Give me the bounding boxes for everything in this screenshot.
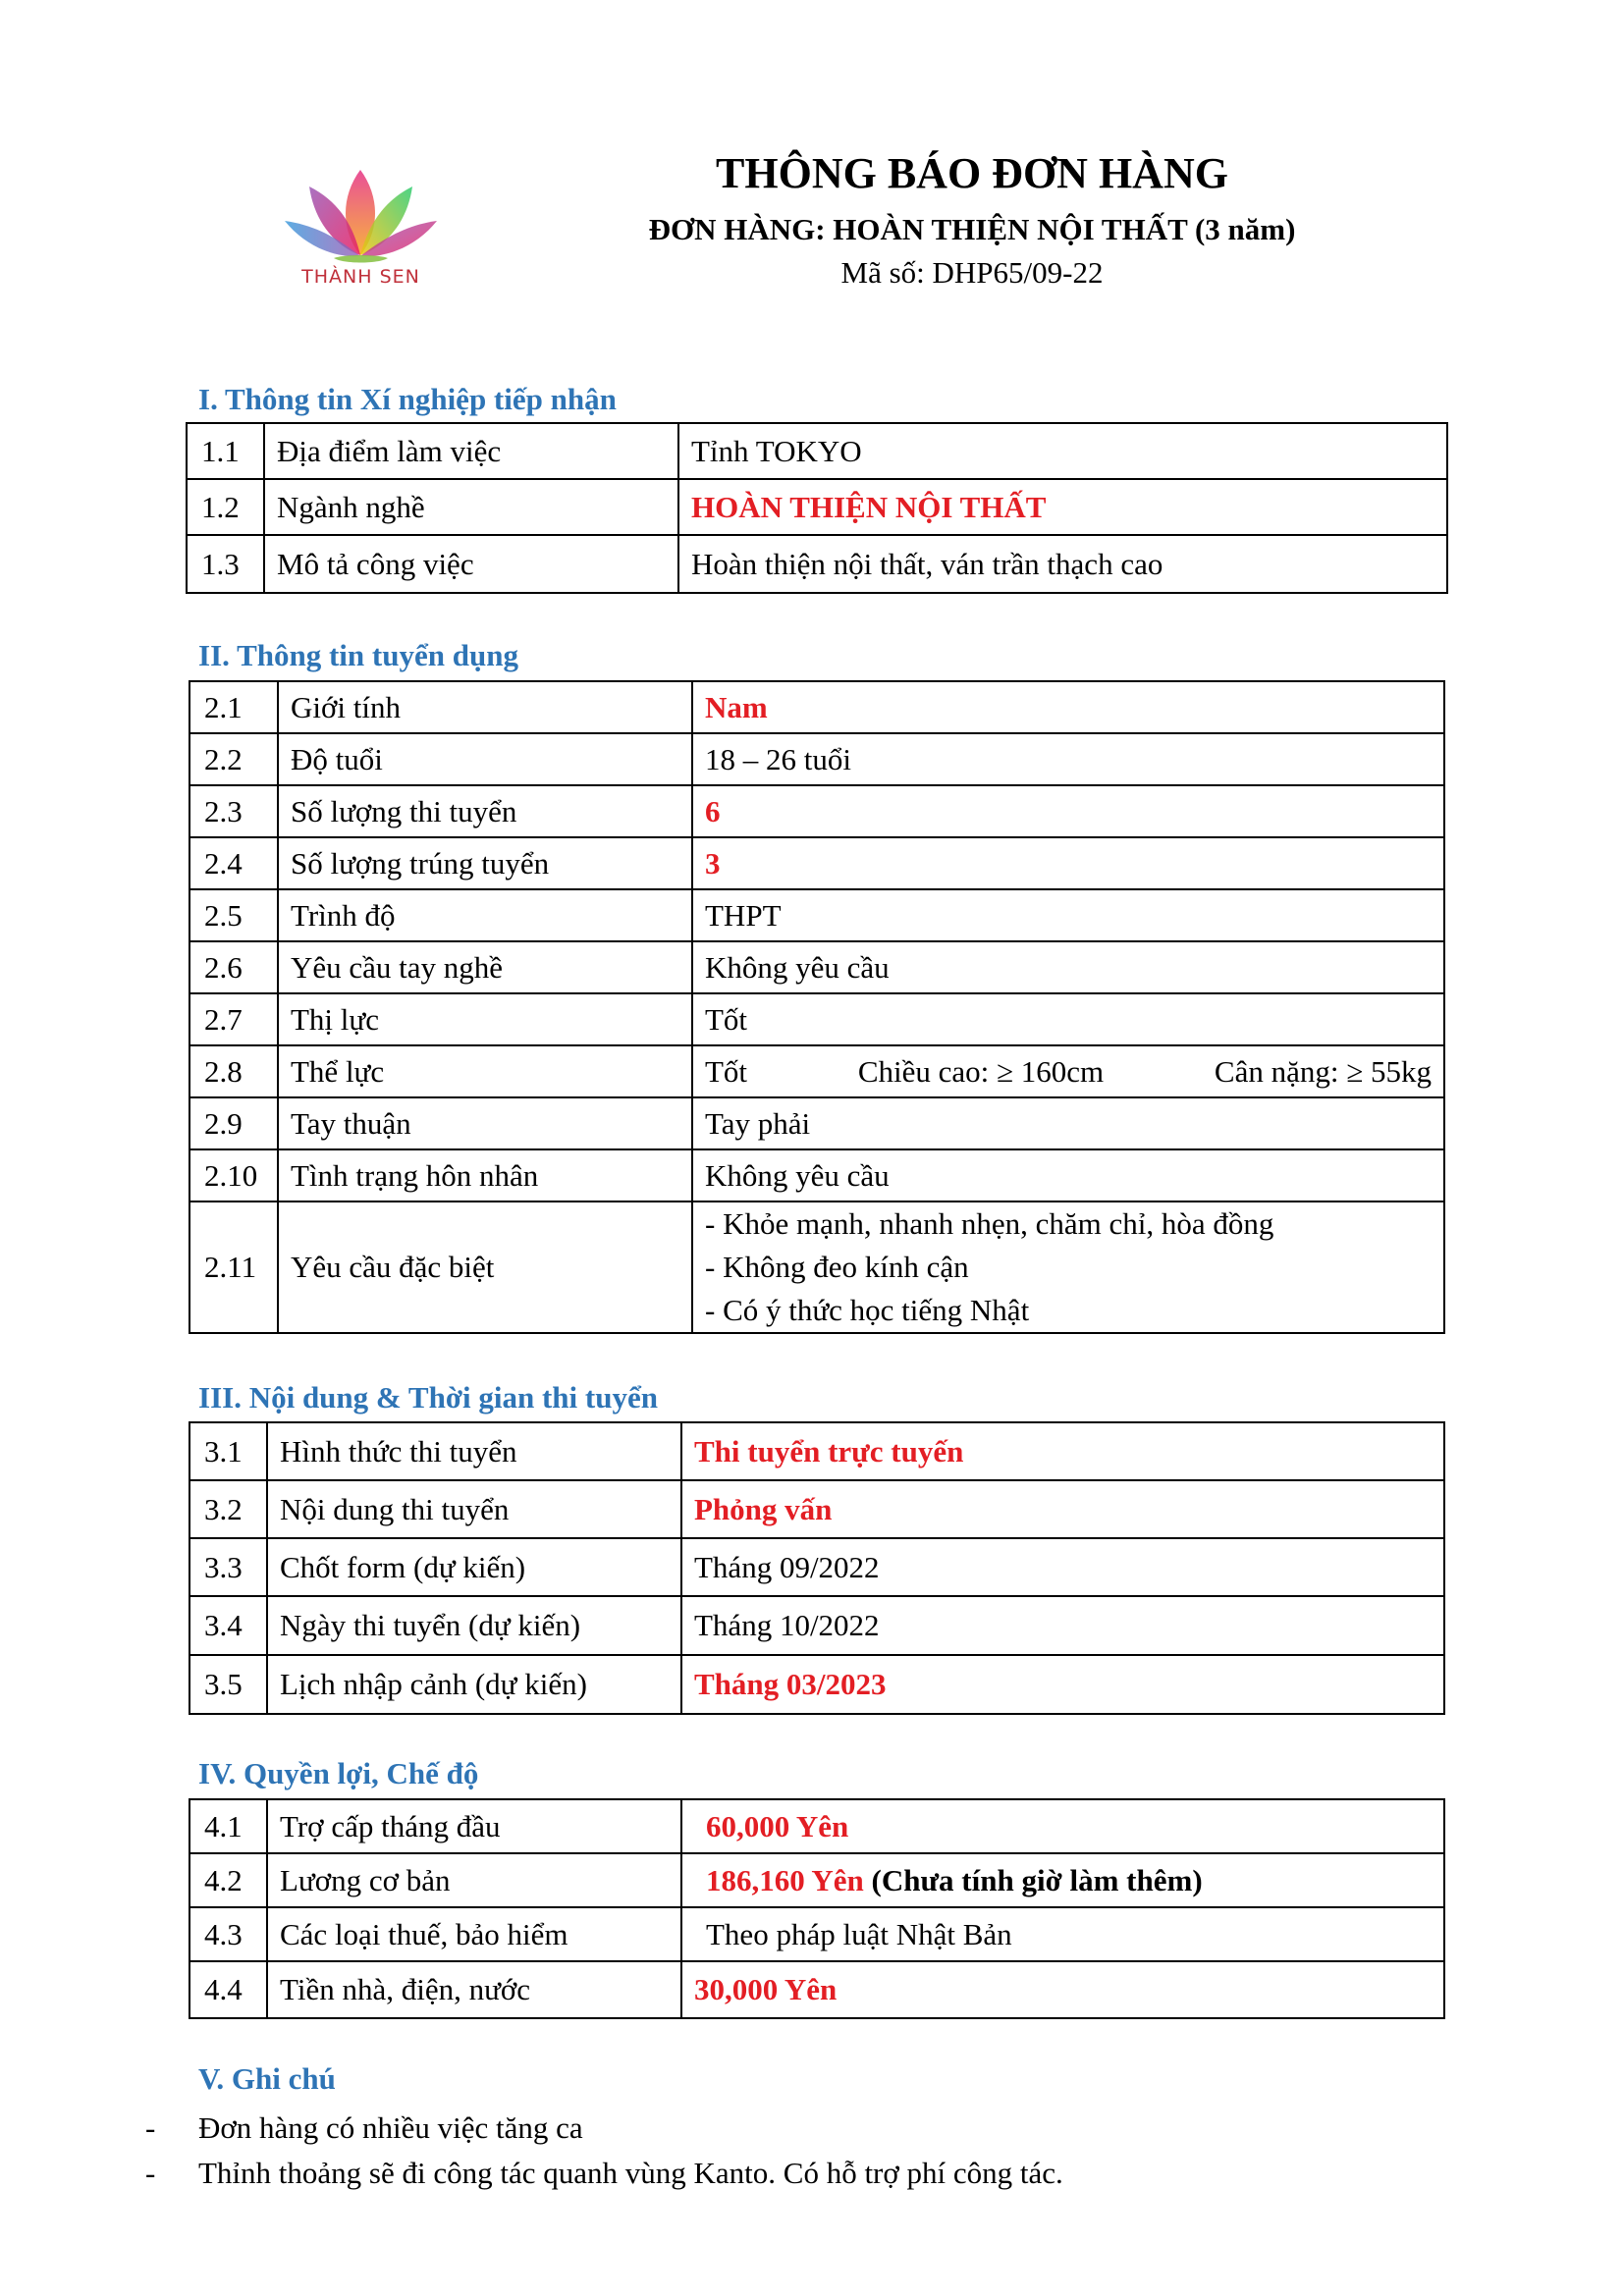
table-row xyxy=(189,1422,1444,1480)
section-2-table xyxy=(189,680,1445,1334)
row-value: 60,000 Yên xyxy=(681,1799,1444,1853)
row-number: 3.3 xyxy=(189,1538,267,1596)
list-item xyxy=(145,2151,1063,2196)
row-number: 2.9 xyxy=(189,1097,278,1149)
table-row xyxy=(189,941,1444,993)
row-value xyxy=(692,1045,1444,1097)
row-number: 2.2 xyxy=(189,733,278,785)
row-number: 1.3 xyxy=(187,535,264,593)
row-number: 3.2 xyxy=(189,1480,267,1538)
table-row xyxy=(189,1045,1444,1097)
table-row xyxy=(189,1799,1444,1853)
row-label: Độ tuổi xyxy=(278,733,692,785)
order-code: Mã số: DHP65/09-22 xyxy=(840,255,1104,290)
row-label: Tiền nhà, điện, nước xyxy=(267,1961,681,2018)
notes-list xyxy=(145,2106,1063,2196)
row-value: Không yêu cầu xyxy=(692,1149,1444,1201)
logo-text: THÀNH SEN xyxy=(301,266,420,288)
lotus-logo-icon xyxy=(280,162,442,270)
table-row xyxy=(189,1538,1444,1596)
row-label: Trợ cấp tháng đầu xyxy=(267,1799,681,1853)
table-row xyxy=(189,889,1444,941)
row-value: 6 xyxy=(692,785,1444,837)
row-number: 3.4 xyxy=(189,1596,267,1655)
row-label: Chốt form (dự kiến) xyxy=(267,1538,681,1596)
section-5-title: V. Ghi chú xyxy=(198,2061,336,2096)
row-value: THPT xyxy=(692,889,1444,941)
section-1-title: I. Thông tin Xí nghiệp tiếp nhận xyxy=(198,382,617,416)
table-row xyxy=(189,1596,1444,1655)
row-number: 3.5 xyxy=(189,1655,267,1714)
row-number: 2.5 xyxy=(189,889,278,941)
table-row xyxy=(189,1201,1444,1333)
salary-note: (Chưa tính giờ làm thêm) xyxy=(871,1862,1203,1897)
row-value: 30,000 Yên xyxy=(681,1961,1444,2018)
row-label: Trình độ xyxy=(278,889,692,941)
row-label: Lịch nhập cảnh (dự kiến) xyxy=(267,1655,681,1714)
table-row xyxy=(189,1480,1444,1538)
row-value: 18 – 26 tuổi xyxy=(692,733,1444,785)
bullet-dash: - xyxy=(145,2110,156,2145)
row-number: 2.3 xyxy=(189,785,278,837)
row-number: 4.2 xyxy=(189,1853,267,1907)
list-item xyxy=(145,2106,1063,2151)
special-requirement-line: - Khỏe mạnh, nhanh nhẹn, chăm chỉ, hòa đồng xyxy=(705,1206,1274,1241)
note-text: Đơn hàng có nhiều việc tăng ca xyxy=(198,2110,583,2145)
section-3-title: III. Nội dung & Thời gian thi tuyển xyxy=(198,1380,658,1415)
row-value: Tháng 10/2022 xyxy=(681,1596,1444,1655)
table-row xyxy=(187,535,1447,593)
row-number: 2.4 xyxy=(189,837,278,889)
special-requirement-line: - Có ý thức học tiếng Nhật xyxy=(705,1293,1030,1327)
table-row xyxy=(189,733,1444,785)
row-number: 3.1 xyxy=(189,1422,267,1480)
table-row xyxy=(189,1655,1444,1714)
row-label: Hình thức thi tuyển xyxy=(267,1422,681,1480)
row-value: Tỉnh TOKYO xyxy=(678,423,1447,479)
row-value: Tháng 03/2023 xyxy=(681,1655,1444,1714)
section-1-table xyxy=(186,422,1448,594)
height-requirement: Chiều cao: ≥ 160cm xyxy=(857,1053,1105,1089)
salary-value: 186,160 Yên xyxy=(706,1862,864,1897)
row-label: Tay thuận xyxy=(278,1097,692,1149)
row-number: 1.2 xyxy=(187,479,264,535)
row-label: Thị lực xyxy=(278,993,692,1045)
section-2-title: II. Thông tin tuyển dụng xyxy=(198,638,518,672)
row-number: 2.10 xyxy=(189,1149,278,1201)
weight-requirement: Cân nặng: ≥ 55kg xyxy=(1214,1053,1432,1089)
row-value: Phỏng vấn xyxy=(681,1480,1444,1538)
row-number: 4.4 xyxy=(189,1961,267,2018)
section-4-table xyxy=(189,1798,1445,2019)
page-title: THÔNG BÁO ĐƠN HÀNG xyxy=(716,149,1228,197)
physical-status: Tốt xyxy=(705,1053,748,1089)
row-value: Tốt xyxy=(692,993,1444,1045)
row-label: Ngành nghề xyxy=(264,479,678,535)
table-row xyxy=(189,1907,1444,1961)
row-label: Ngày thi tuyển (dự kiến) xyxy=(267,1596,681,1655)
row-value: Theo pháp luật Nhật Bản xyxy=(681,1907,1444,1961)
table-row xyxy=(189,1853,1444,1907)
row-label: Số lượng trúng tuyển xyxy=(278,837,692,889)
section-4-title: IV. Quyền lợi, Chế độ xyxy=(198,1756,479,1790)
row-label: Tình trạng hôn nhân xyxy=(278,1149,692,1201)
row-label: Lương cơ bản xyxy=(267,1853,681,1907)
row-value: Tay phải xyxy=(692,1097,1444,1149)
table-row xyxy=(187,479,1447,535)
bullet-dash: - xyxy=(145,2156,156,2190)
row-label: Nội dung thi tuyển xyxy=(267,1480,681,1538)
table-row xyxy=(189,1097,1444,1149)
table-row xyxy=(189,785,1444,837)
table-row xyxy=(189,681,1444,733)
row-value: Hoàn thiện nội thất, ván trần thạch cao xyxy=(678,535,1447,593)
row-number: 4.1 xyxy=(189,1799,267,1853)
row-number: 2.6 xyxy=(189,941,278,993)
row-number: 2.11 xyxy=(189,1201,278,1333)
row-value xyxy=(681,1853,1444,1907)
row-label: Các loại thuế, bảo hiểm xyxy=(267,1907,681,1961)
section-3-table xyxy=(189,1421,1445,1715)
table-row xyxy=(189,837,1444,889)
row-value xyxy=(692,1201,1444,1333)
row-number: 2.1 xyxy=(189,681,278,733)
row-number: 1.1 xyxy=(187,423,264,479)
row-value: 3 xyxy=(692,837,1444,889)
row-label: Yêu cầu tay nghề xyxy=(278,941,692,993)
document-header xyxy=(550,147,1394,294)
table-row xyxy=(189,1961,1444,2018)
row-value: Tháng 09/2022 xyxy=(681,1538,1444,1596)
row-value: HOÀN THIỆN NỘI THẤT xyxy=(678,479,1447,535)
row-number: 4.3 xyxy=(189,1907,267,1961)
row-value: Không yêu cầu xyxy=(692,941,1444,993)
row-number: 2.8 xyxy=(189,1045,278,1097)
table-row xyxy=(187,423,1447,479)
row-value: Thi tuyển trực tuyến xyxy=(681,1422,1444,1480)
special-requirement-line: - Không đeo kính cận xyxy=(705,1250,969,1284)
row-label: Số lượng thi tuyển xyxy=(278,785,692,837)
table-row xyxy=(189,993,1444,1045)
row-value: Nam xyxy=(692,681,1444,733)
order-subtitle: ĐƠN HÀNG: HOÀN THIỆN NỘI THẤT (3 năm) xyxy=(648,212,1296,246)
table-row xyxy=(189,1149,1444,1201)
row-number: 2.7 xyxy=(189,993,278,1045)
row-label: Mô tả công việc xyxy=(264,535,678,593)
row-label: Thể lực xyxy=(278,1045,692,1097)
note-text: Thỉnh thoảng sẽ đi công tác quanh vùng Kanto. Có hỗ trợ phí công tác. xyxy=(198,2156,1063,2190)
row-label: Giới tính xyxy=(278,681,692,733)
row-label: Yêu cầu đặc biệt xyxy=(278,1201,692,1333)
company-logo xyxy=(280,162,442,290)
row-label: Địa điểm làm việc xyxy=(264,423,678,479)
